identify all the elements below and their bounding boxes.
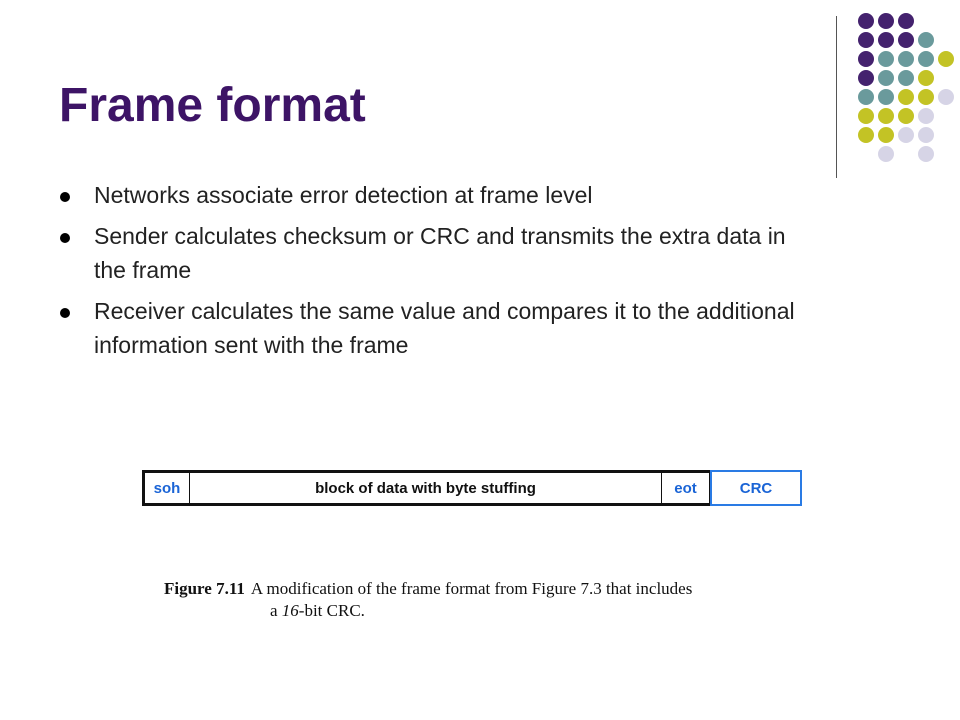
decorative-dot — [858, 13, 874, 29]
decorative-dot — [858, 108, 874, 124]
figure-caption-label: Figure 7.11 — [164, 579, 245, 598]
bullet-icon — [60, 308, 70, 318]
decorative-dot — [918, 89, 934, 105]
slide-title: Frame format — [59, 79, 366, 132]
decorative-divider — [836, 16, 837, 178]
decorative-dot — [878, 51, 894, 67]
decorative-dot — [918, 70, 934, 86]
decorative-dot — [878, 70, 894, 86]
decorative-dot — [858, 51, 874, 67]
figure-caption-line2 — [164, 600, 784, 622]
decorative-dot — [878, 89, 894, 105]
frame-cell-crc: CRC — [710, 470, 802, 506]
decorative-dot — [878, 127, 894, 143]
decorative-dot — [898, 108, 914, 124]
decorative-dot — [918, 127, 934, 143]
figure-caption-line2-post: -bit CRC. — [298, 601, 365, 620]
decorative-dot — [858, 32, 874, 48]
bullet-text: Networks associate error detection at frame level — [94, 182, 593, 208]
decorative-dot — [878, 13, 894, 29]
decorative-dot — [918, 51, 934, 67]
frame-format-diagram — [142, 470, 802, 506]
bullet-icon — [60, 233, 70, 243]
decorative-dot — [898, 13, 914, 29]
decorative-dot — [858, 70, 874, 86]
bullet-text: Receiver calculates the same value and compares it to the additional information sent with the frame — [94, 298, 795, 358]
decorative-dot — [918, 146, 934, 162]
decorative-dot — [918, 108, 934, 124]
figure-caption-line1: A modification of the frame format from Figure 7.3 that includes — [250, 579, 693, 598]
decorative-dot — [918, 32, 934, 48]
frame-cell-eot: eot — [662, 470, 710, 506]
decorative-dot — [898, 32, 914, 48]
decorative-dot — [878, 146, 894, 162]
bullet-item — [60, 178, 820, 212]
frame-cell-data-block: block of data with byte stuffing — [190, 470, 662, 506]
figure-caption — [164, 578, 784, 622]
bullet-item — [60, 294, 820, 362]
decorative-dot — [898, 127, 914, 143]
decorative-dot — [898, 51, 914, 67]
bullet-item — [60, 219, 820, 287]
decorative-dot — [858, 89, 874, 105]
decorative-dot — [858, 127, 874, 143]
decorative-dot — [938, 51, 954, 67]
bullet-text: Sender calculates checksum or CRC and transmits the extra data in the frame — [94, 223, 786, 283]
decorative-dot — [878, 32, 894, 48]
decorative-dot — [938, 89, 954, 105]
figure-caption-line2-em: 16 — [281, 601, 299, 620]
bullet-icon — [60, 192, 70, 202]
decorative-dot — [898, 89, 914, 105]
bullet-list — [60, 178, 820, 369]
decorative-dot — [898, 70, 914, 86]
figure-caption-line2-pre: a — [270, 601, 282, 620]
frame-cell-soh: soh — [142, 470, 190, 506]
decorative-dot — [878, 108, 894, 124]
